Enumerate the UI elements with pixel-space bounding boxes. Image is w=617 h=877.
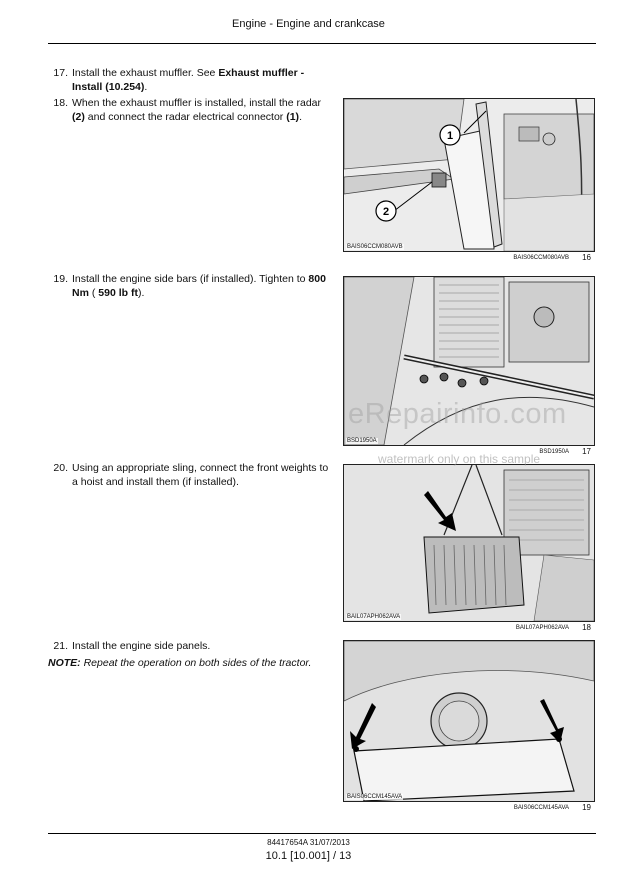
step-text: Using an appropriate sling, connect the front weights to a hoist and install them (if installed). [72,462,329,488]
step-text: When the exhaust muffler is installed, install the radar [72,97,322,109]
figure-18-caption [343,623,593,633]
step-number: 21. [53,640,68,652]
step-20 [48,461,333,489]
note-label: NOTE: [48,657,81,669]
page-header-title: Engine - Engine and crankcase [232,18,385,30]
callout-ref: (2) [72,111,85,123]
figure-19-side-panels-image [343,640,595,802]
figure-caption-code: BAIS06CCM145AVA [513,805,569,811]
figure-number: 19 [582,803,591,812]
step-text: Install the engine side panels. [72,640,211,652]
step-number: 18. [53,97,68,109]
figure-image-code: BAIS06CCM080AVB [347,244,403,250]
step-number: 19. [53,273,68,285]
figure-image-code: BAIS06CCM145AVA [347,794,403,800]
step-19 [48,272,333,300]
watermark-site: eRepairinfo.com [348,398,567,430]
side-panels-illustration [344,641,594,801]
figure-number: 18 [582,623,591,632]
watermark-sample: watermark only on this sample [378,452,541,466]
figure-image-code: BAIL07APH062AVA [347,614,401,620]
figure-image-code: BSD1950A [347,438,377,444]
step-text: ). [137,287,145,299]
step-text: and connect the radar electrical connector [84,111,287,123]
step-text: Install the exhaust muffler. See [72,67,219,79]
figure-number: 17 [582,447,591,456]
figure-caption-code: BAIL07APH062AVA [515,625,569,631]
step-text-end: . [144,81,148,93]
note [48,656,333,670]
callout-1-label: 1 [446,130,454,142]
step-21 [48,639,333,653]
callout-ref: (1) [286,111,300,123]
figure-caption-code: BSD1950A [539,449,569,455]
figure-caption-code: BAIS06CCM080AVB [513,255,569,261]
footer-doc-code: 84417654A 31/07/2013 [267,838,350,847]
step-18 [48,96,333,124]
step-link-exhaust-muffler[interactable]: Exhaust muffler - Install (10.254) [72,67,305,93]
step-text: Install the engine side bars (if installed). Tighten to [72,273,309,285]
footer-rule [48,833,596,834]
step-17 [48,66,333,94]
step-text: . [299,111,302,123]
figure-16-caption [343,253,593,263]
figure-16-radar-image [343,98,595,252]
step-number: 20. [53,462,68,474]
header-rule [48,43,596,44]
front-weights-illustration [344,465,594,621]
figure-19-caption [343,803,593,813]
radar-illustration [344,99,594,251]
step-number: 17. [53,67,68,79]
figure-18-front-weights-image [343,464,595,622]
callout-2-label: 2 [382,206,390,218]
torque-value: 800 Nm [72,273,326,299]
note-text: Repeat the operation on both sides of the tractor. [80,657,312,669]
torque-value-imperial: 590 lb ft [98,287,138,299]
figure-number: 16 [582,253,591,262]
step-text: ( [88,287,99,299]
footer-page-number: 10.1 [10.001] / 13 [265,850,352,862]
